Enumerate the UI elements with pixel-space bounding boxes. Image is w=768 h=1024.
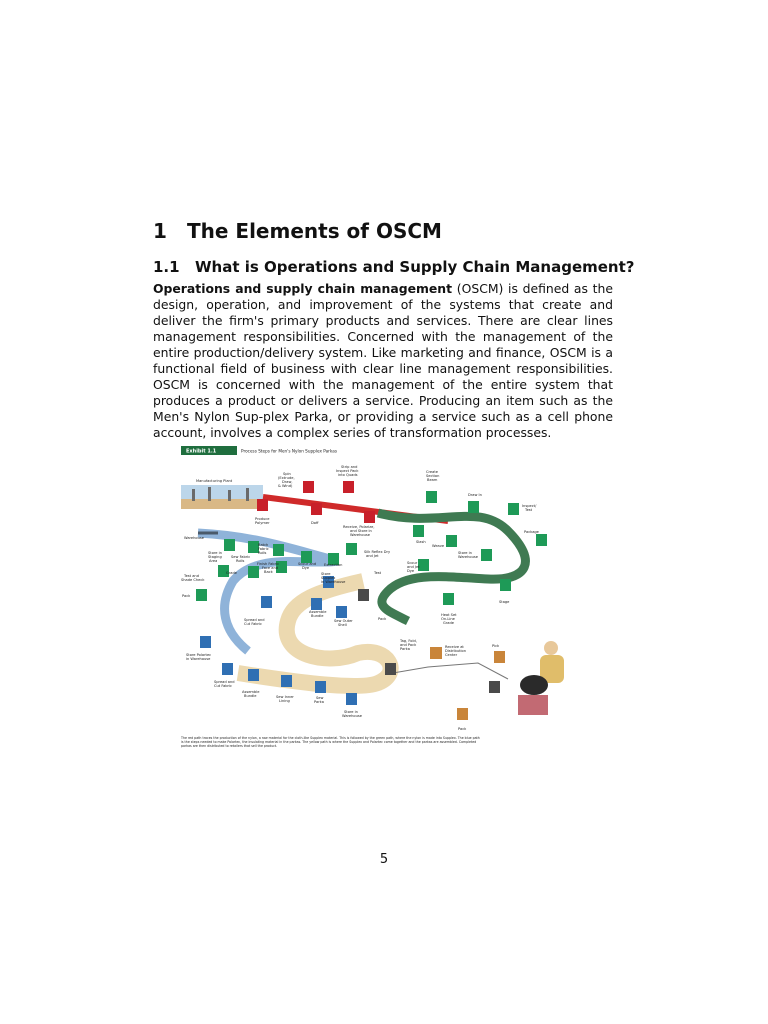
step-label: Assemble (242, 690, 260, 694)
step-label: Section (426, 474, 440, 478)
assemble-bundle-supplex-icon (311, 598, 322, 610)
step-label: Grade (226, 571, 237, 575)
step-label: Test (374, 571, 382, 575)
caption-line-1: The red path traces the production of the nylon, a raw material for the cloth-like Supplex material. This is followed by the green path, where the nylon is made into Supplex. The blue path (181, 736, 480, 740)
step-label: & Wind) (278, 484, 293, 488)
batch-fabric-icon (273, 544, 284, 556)
step-label: Lining (279, 699, 290, 703)
step-label: Dye (302, 566, 310, 570)
tag-fold-pack-icon (385, 663, 396, 675)
step-label: Pick (492, 644, 500, 648)
step-label: Silk Reflex Dry (364, 550, 391, 554)
parka-bundle-icon (520, 675, 548, 695)
worker-head-icon (544, 641, 558, 655)
assemble-bundle-polartec-icon (248, 669, 259, 681)
step-label: Beam (427, 478, 438, 482)
exhibit-title: Process Steps for Men's Nylon Supplex Parkas (241, 448, 338, 454)
step-label: Slash (416, 540, 426, 544)
sew-parka-icon (315, 681, 326, 693)
weave-icon (446, 535, 457, 547)
draw-in-icon (468, 501, 479, 513)
silk-reflex-icon (346, 543, 357, 555)
step-label: Strip and (341, 465, 358, 469)
step-label: Warehouse (350, 533, 370, 537)
step-label: Shade Check (181, 578, 205, 582)
step-label: Test and (184, 574, 199, 578)
step-label: Inspect/ (522, 504, 537, 508)
label-manufacturing-plant: Manufacturing Plant (196, 479, 233, 483)
step-label: into Quads (338, 473, 358, 477)
slash-icon (413, 525, 424, 537)
step-label: Bundle (311, 614, 324, 618)
step-label: Rolls (236, 559, 245, 563)
step-label: Area (209, 559, 218, 563)
step-label: Pack (378, 617, 387, 621)
step-label: Back (264, 570, 273, 574)
step-label: Doff (311, 521, 319, 525)
store-staging-icon (224, 539, 235, 551)
spread-cut-supplex-icon (261, 596, 272, 608)
step-label: Warehouse (342, 714, 362, 718)
shipping-box-icon (518, 695, 548, 715)
step-label: and Jet (407, 565, 420, 569)
step-label: Staging (208, 555, 222, 559)
step-label: Parka (400, 647, 410, 651)
bold-term: Operations and supply chain management (153, 281, 453, 296)
grade-icon (248, 566, 259, 578)
distribution-path (393, 663, 508, 679)
receive-distribution-center-icon (430, 647, 442, 659)
step-label: Cut Fabric (244, 622, 263, 626)
pack-supplex-icon (358, 589, 369, 601)
step-label: Center (445, 653, 458, 657)
subsection-title-text: What is Operations and Supply Chain Management? (195, 258, 635, 276)
step-label: Fabric (258, 547, 269, 551)
step-label: Inspect Pack (336, 469, 359, 473)
caption-line-3: parkas are then distributed to retailers that sell the product. (181, 744, 278, 748)
step-label: Produce (255, 517, 270, 521)
inspect-test-icon (508, 503, 519, 515)
step-label: Bundle (244, 694, 257, 698)
store-in-warehouse-green-icon (481, 549, 492, 561)
strip-inspect-icon (343, 481, 354, 493)
sew-outer-shell-icon (336, 606, 347, 618)
step-label: Sew Inner (276, 695, 294, 699)
step-label: Draw In (468, 493, 482, 497)
step-label: Dye (407, 569, 415, 573)
step-label: Test (525, 508, 533, 512)
step-label: Parka (314, 700, 324, 704)
step-label: Package (524, 530, 539, 534)
step-label: Store in (344, 710, 358, 714)
step-label: Sew Fabric (231, 555, 251, 559)
doff-icon (311, 503, 322, 515)
section-number: 1 (153, 219, 167, 243)
package-icon (536, 534, 547, 546)
step-label: Pack (458, 727, 467, 731)
warehouse-shelf-icon (489, 681, 500, 693)
step-label: and Store in (350, 529, 372, 533)
spread-cut-polartec-icon (222, 663, 233, 675)
step-label: (Extrude, (278, 476, 295, 480)
step-label: Draw, (282, 480, 293, 484)
step-label: Heat Set (441, 613, 457, 617)
store-in-warehouse-blue-icon (346, 693, 357, 705)
store-polartec-icon (200, 636, 211, 648)
step-label: Tag, Fold, (400, 639, 417, 643)
step-label: Weave (432, 544, 445, 548)
step-label: in Warehouse (321, 580, 346, 584)
step-label: Face and (262, 566, 279, 570)
step-label: Batch (258, 543, 269, 547)
step-label: Scour and (298, 562, 317, 566)
step-label: Store Polartec (186, 653, 212, 657)
caption-line-2: is the steps needed to make Polartec, the insulating material in the parkas. The yellow path is where the Supplex and Polartec come together and the parkas are assembled. Completed (181, 740, 477, 744)
exhibit-figure (178, 441, 588, 757)
step-label: Stage (499, 600, 510, 604)
step-label: Store in (208, 551, 222, 555)
step-label: Pack (182, 594, 191, 598)
step-label: Cut Fabric (214, 684, 233, 688)
step-label: in Warehouse (186, 657, 211, 661)
section-title-text: The Elements of OSCM (187, 219, 442, 243)
step-label: Warehouse (184, 536, 204, 540)
step-label: Supplex (321, 576, 336, 580)
subsection-title (153, 258, 634, 276)
step-label: Spread and (214, 680, 235, 684)
step-label: Grade (443, 621, 454, 625)
step-label: Receive, Polarize, (343, 525, 375, 529)
step-label: Assemble (309, 610, 327, 614)
page-number: 5 (379, 852, 389, 867)
step-label: Finish Fabric (257, 562, 280, 566)
step-label: Warehouse (458, 555, 478, 559)
receive-polarize-icon (364, 511, 375, 523)
spin-icon (303, 481, 314, 493)
create-section-beam-icon (426, 491, 437, 503)
subsection-number: 1.1 (153, 258, 180, 276)
sew-inner-lining-icon (281, 675, 292, 687)
scour-jet-dye-icon (418, 559, 429, 571)
stage-icon (500, 579, 511, 591)
step-label: Polymer (255, 521, 270, 525)
step-label: Rolls (258, 551, 267, 555)
exhibit-label: Exhibit 1.1 (186, 448, 217, 455)
pack-distribution-icon (457, 708, 468, 720)
pack-green-icon (196, 589, 207, 601)
step-label: Sew Outer (334, 619, 353, 623)
produce-polymer-icon (257, 499, 268, 511)
step-label: Scour (407, 561, 418, 565)
step-label: Store in (458, 551, 472, 555)
step-label: Distribution (445, 649, 466, 653)
pick-icon (494, 651, 505, 663)
step-label: Store (321, 572, 331, 576)
step-label: Spin (283, 472, 291, 476)
step-label: and Jet (366, 554, 379, 558)
step-label: and Pack (400, 643, 417, 647)
step-label: Create (426, 470, 438, 474)
paragraph-text: (OSCM) is defined as the design, operation, and improvement of the systems that create and deliver the firm's primary products and services. There are clear lines management responsibilities. Concerned with the management of the entire production/delivery system. Like marketing and finance, OSCM is a functional field of business with clear line management responsibilities. OSCM is concerned with the management of the entire system that produces a product or delivers a service. Producing an item such as the Men's Nylon Sup-plex Parka, or providing a service such as a cell phone account, involves a complex series of transformation processes. (153, 281, 613, 440)
heat-set-icon (443, 593, 454, 605)
step-label: Shell (338, 623, 347, 627)
body-paragraph (153, 281, 613, 441)
step-label: Sew (316, 696, 324, 700)
step-label: Extraction (324, 563, 343, 567)
step-label: On-Line (441, 617, 455, 621)
step-label: Spread and (244, 618, 265, 622)
step-label: Receive at (445, 645, 464, 649)
section-title (153, 219, 442, 243)
